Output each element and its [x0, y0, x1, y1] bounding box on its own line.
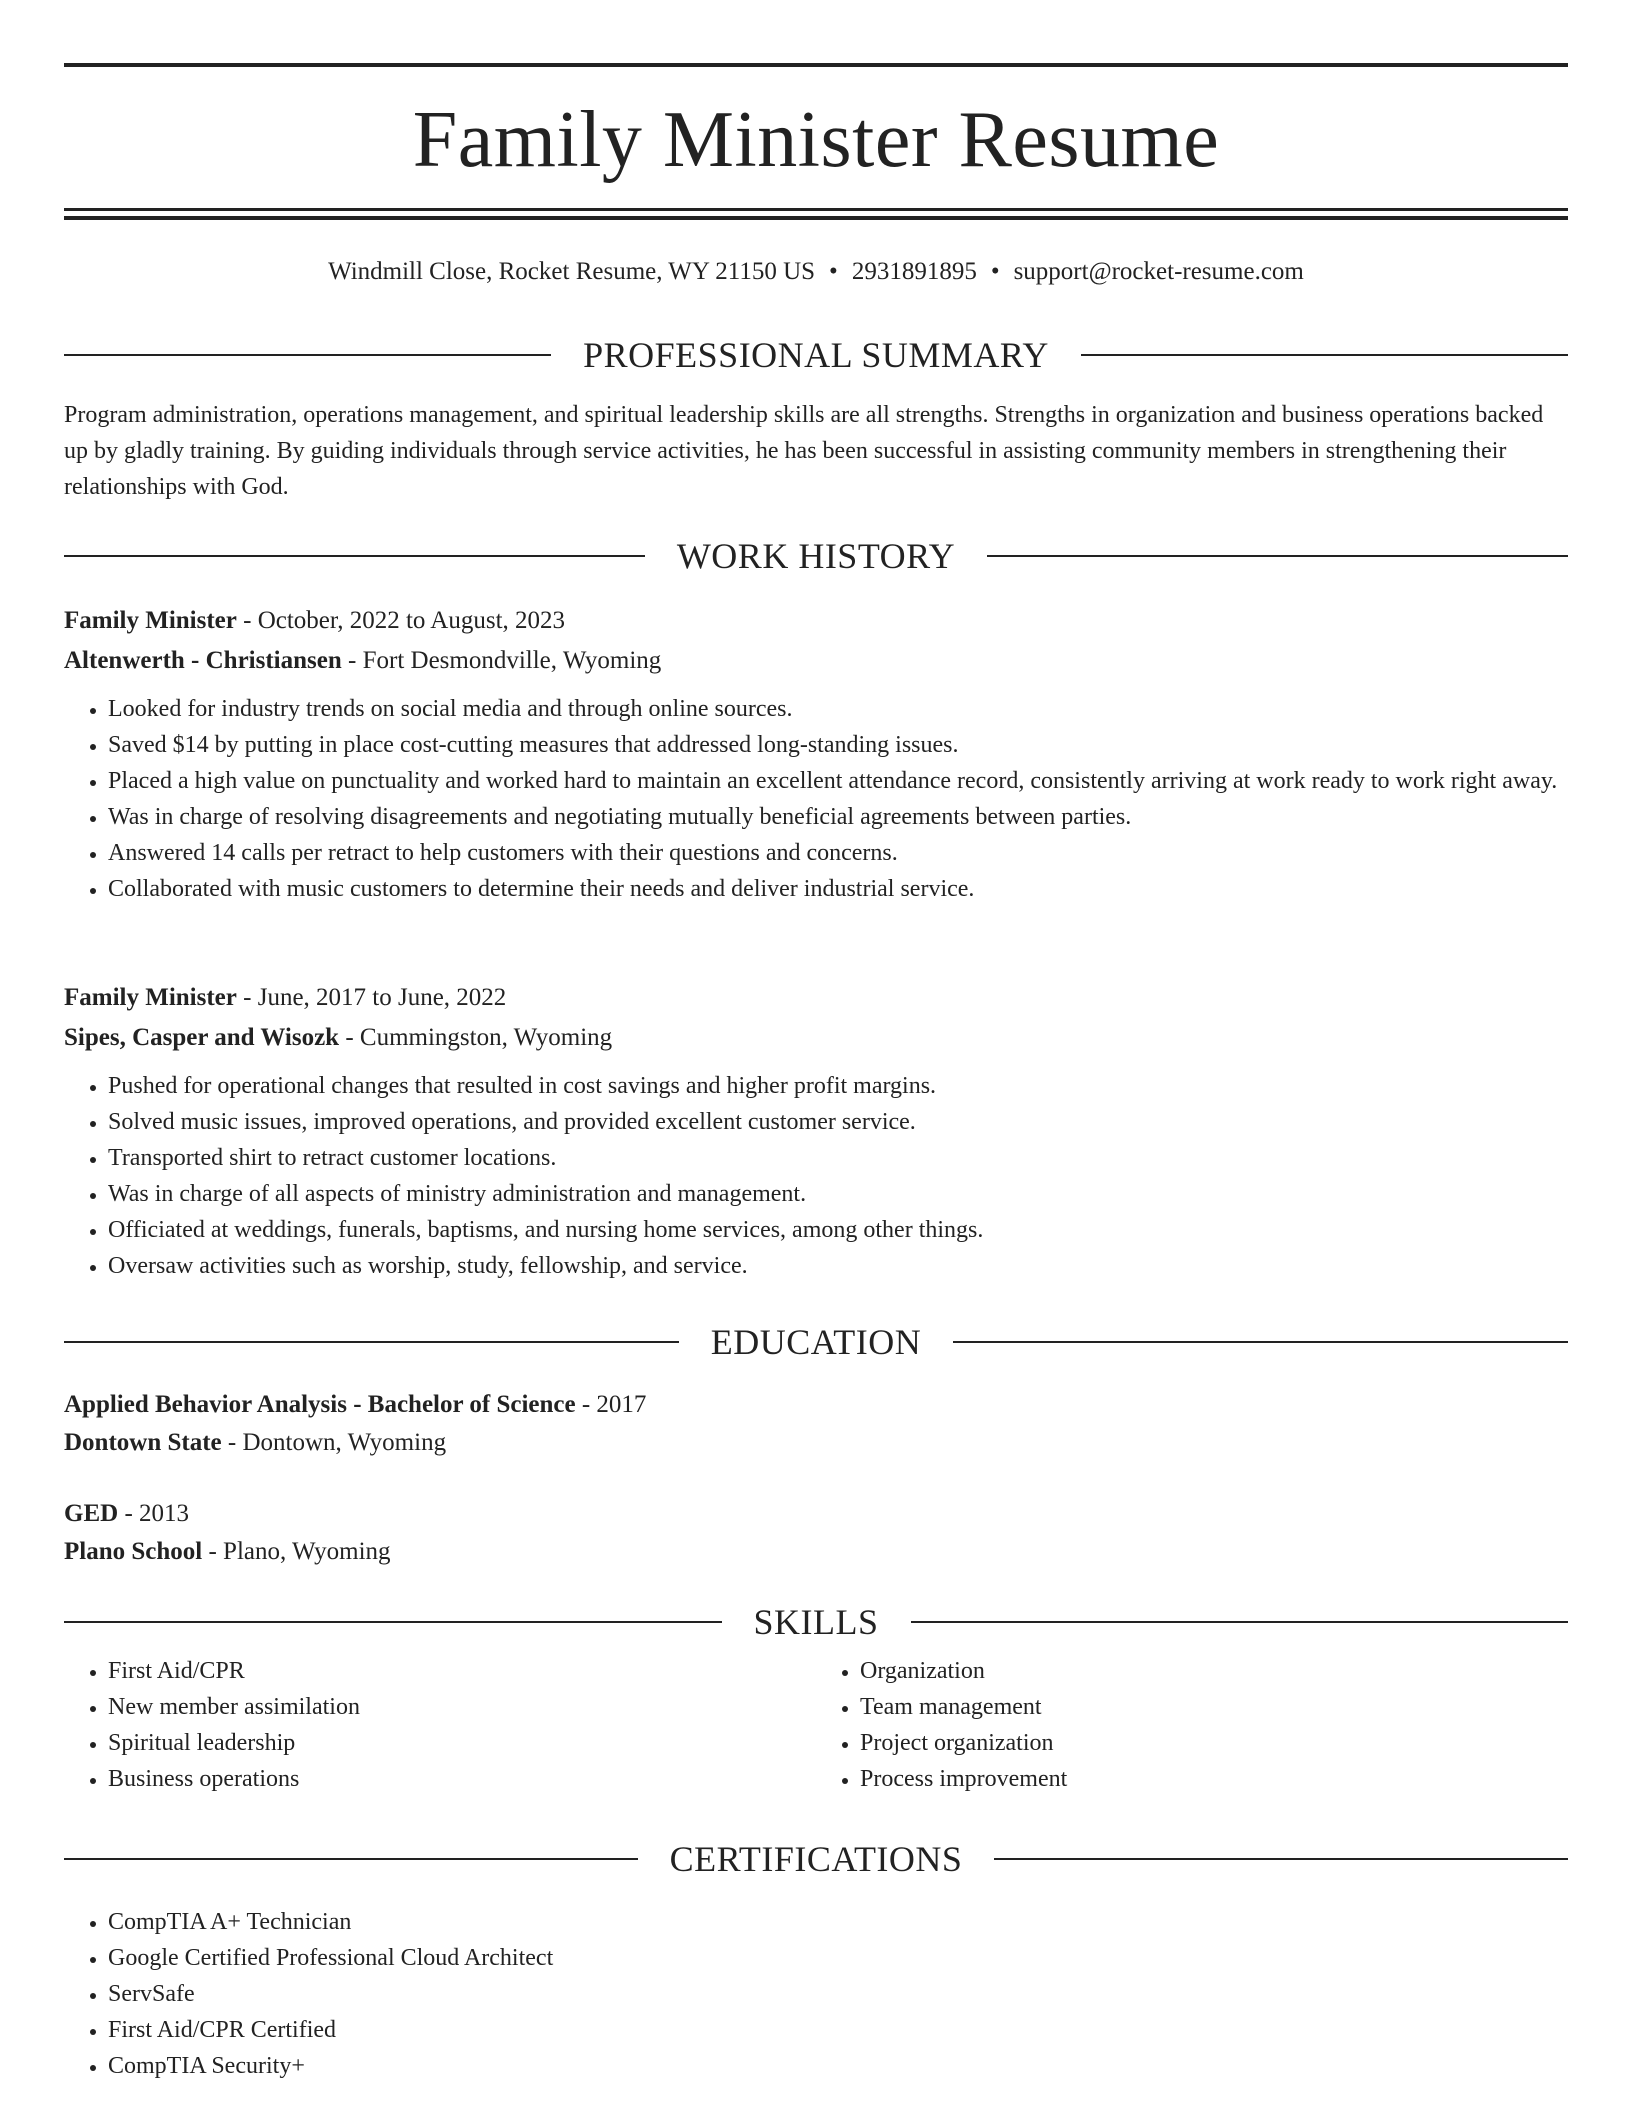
certification-item: • Google Certified Professional Cloud Architect [108, 1940, 1568, 1976]
education-degree-line [64, 1386, 1568, 1424]
skill-item: • First Aid/CPR [108, 1653, 816, 1689]
section-rule [64, 1858, 638, 1860]
education-degree: GED [64, 1500, 119, 1527]
job-company: Altenwerth - Christiansen [64, 647, 342, 674]
job-bullet: • Was in charge of all aspects of ministry administration and management. [108, 1176, 1568, 1212]
skill-item: • Organization [860, 1653, 1568, 1689]
job-company: Sipes, Casper and Wisozk [64, 1024, 340, 1051]
education-location: - Plano, Wyoming [202, 1538, 391, 1565]
education-entry [64, 1386, 1568, 1462]
education-school-line [64, 1424, 1568, 1462]
education-school: Plano School [64, 1538, 203, 1565]
title-rule-upper [64, 208, 1568, 211]
skill-item: • Spiritual leadership [108, 1725, 816, 1761]
job-dates: - June, 2017 to June, 2022 [236, 984, 507, 1011]
job-bullets [64, 1068, 1568, 1284]
job-bullet: • Officiated at weddings, funerals, baptisms, and nursing home services, among other things. [108, 1212, 1568, 1248]
certification-item: • ServSafe [108, 1976, 1568, 2012]
skills-column-right [816, 1653, 1568, 1797]
job-bullet: • Was in charge of resolving disagreements and negotiating mutually beneficial agreements between parties. [108, 799, 1568, 835]
contact-phone: 2931891895 [851, 258, 977, 285]
education-entry [64, 1495, 1568, 1571]
education-school-line [64, 1533, 1568, 1571]
job-company-line [64, 1018, 1568, 1058]
section-rule [994, 1858, 1568, 1860]
section-rule [987, 555, 1568, 557]
work-section-header [64, 532, 1568, 580]
job-dates: - October, 2022 to August, 2023 [236, 607, 566, 634]
section-rule [953, 1341, 1568, 1343]
skills-column-left [64, 1653, 816, 1797]
summary-text: Program administration, operations management, and spiritual leadership skills are all strengths. Strengths in organization and business operations backed up by gladly training. By guiding individuals through service activities, he has been successful in assisting community members in strengthening their relationships with God. [64, 402, 1544, 500]
job-bullet: • Collaborated with music customers to determine their needs and deliver industrial service. [108, 871, 1568, 907]
section-rule [64, 1621, 722, 1623]
job-bullet: • Oversaw activities such as worship, study, fellowship, and service. [108, 1248, 1568, 1284]
education-degree-line [64, 1495, 1568, 1533]
job-title: Family Minister [64, 984, 237, 1011]
section-rule [1081, 354, 1568, 356]
summary-section-header [64, 331, 1568, 379]
job-bullets [64, 691, 1568, 907]
job-location: - Cummingston, Wyoming [339, 1024, 613, 1051]
job-entry [64, 978, 1568, 1284]
skill-item: • Process improvement [860, 1761, 1568, 1797]
skill-item: • Business operations [108, 1761, 816, 1797]
contact-separator: • [829, 258, 838, 285]
certifications-list [64, 1904, 1568, 2084]
job-title-line [64, 978, 1568, 1018]
job-bullet: • Solved music issues, improved operations, and provided excellent customer service. [108, 1104, 1568, 1140]
job-bullet: • Looked for industry trends on social media and through online sources. [108, 691, 1568, 727]
education-location: - Dontown, Wyoming [221, 1429, 447, 1456]
certification-item: • CompTIA A+ Technician [108, 1904, 1568, 1940]
job-entry [64, 601, 1568, 907]
skills-list [64, 1653, 1568, 1797]
education-degree: Applied Behavior Analysis - Bachelor of Science [64, 1391, 576, 1418]
section-rule [64, 1341, 679, 1343]
job-company-line [64, 641, 1568, 681]
job-bullet: • Transported shirt to retract customer locations. [108, 1140, 1568, 1176]
job-location: - Fort Desmondville, Wyoming [341, 647, 662, 674]
education-section-header [64, 1318, 1568, 1366]
certifications-bullets [64, 1904, 1568, 2084]
skill-item: • Project organization [860, 1725, 1568, 1761]
skills-section-header [64, 1598, 1568, 1646]
contact-address: Windmill Close, Rocket Resume, WY 21150 US [328, 258, 816, 285]
job-bullet: • Pushed for operational changes that resulted in cost savings and higher profit margins. [108, 1068, 1568, 1104]
job-title-line [64, 601, 1568, 641]
job-title: Family Minister [64, 607, 237, 634]
section-rule [911, 1621, 1569, 1623]
skill-item: • New member assimilation [108, 1689, 816, 1725]
top-rule [64, 63, 1568, 67]
job-bullet: • Saved $14 by putting in place cost-cutting measures that addressed long-standing issues. [108, 727, 1568, 763]
contact-separator: • [990, 258, 1000, 285]
contact-line [64, 254, 1568, 290]
job-bullet: • Placed a high value on punctuality and worked hard to maintain an excellent attendance record, consistently arriving at work ready to work right away. [108, 763, 1568, 799]
section-rule [64, 555, 645, 557]
title-rule-lower [64, 216, 1568, 220]
resume-title: Family Minister Resume [412, 96, 1220, 184]
certifications-section-header [64, 1835, 1568, 1883]
summary-section-title: PROFESSIONAL SUMMARY [583, 335, 1049, 375]
certification-item: • First Aid/CPR Certified [108, 2012, 1568, 2048]
education-school: Dontown State [64, 1429, 222, 1456]
education-year: - 2013 [118, 1500, 190, 1527]
certifications-section-title: CERTIFICATIONS [669, 1839, 963, 1879]
contact-email: support@rocket-resume.com [1013, 258, 1304, 285]
education-year: - 2017 [575, 1391, 647, 1418]
education-section-title: EDUCATION [710, 1322, 922, 1362]
section-rule [64, 354, 551, 356]
work-section-title: WORK HISTORY [676, 536, 956, 576]
job-bullet: • Answered 14 calls per retract to help customers with their questions and concerns. [108, 835, 1568, 871]
certification-item: • CompTIA Security+ [108, 2048, 1568, 2084]
skill-item: • Team management [860, 1689, 1568, 1725]
skills-section-title: SKILLS [753, 1602, 879, 1642]
